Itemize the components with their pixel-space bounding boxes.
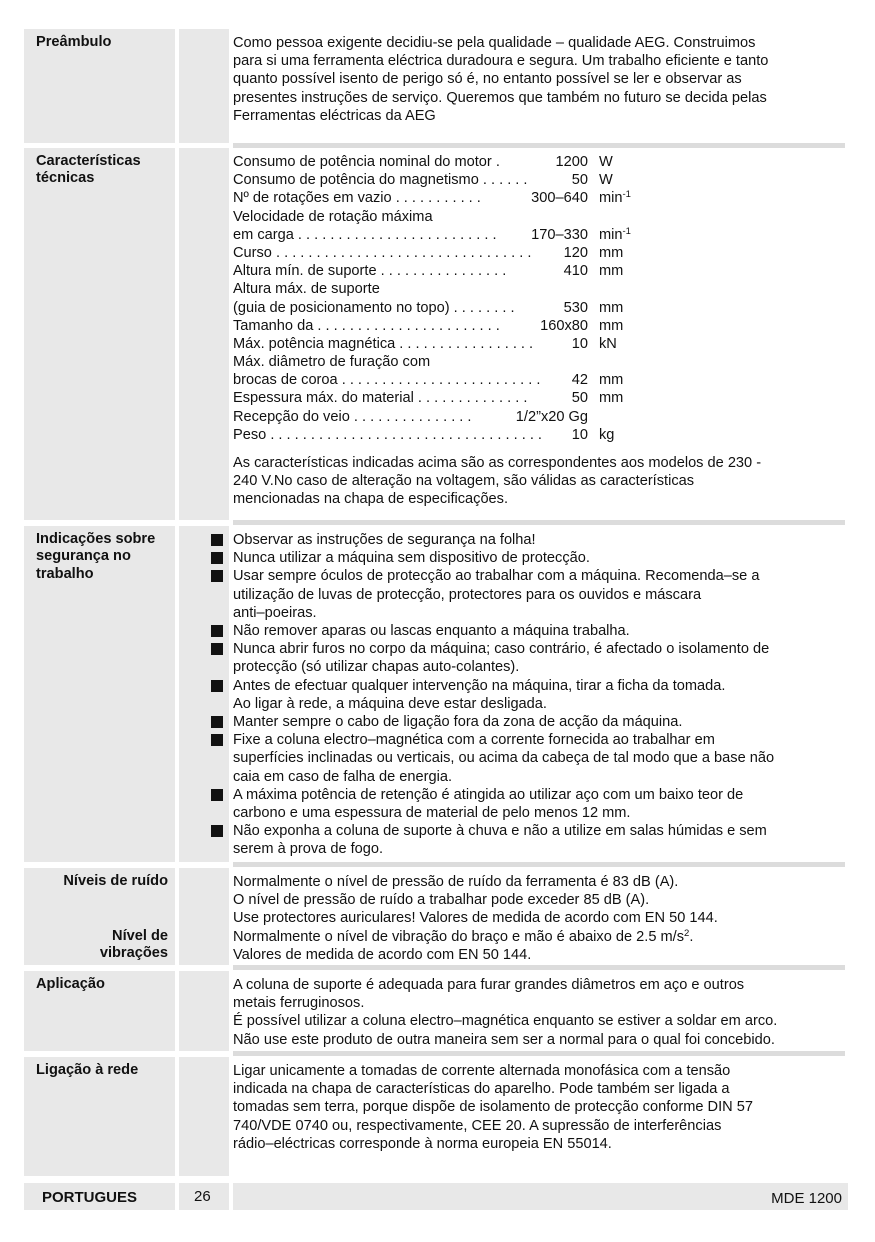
- footer-model-cell: [233, 1183, 848, 1210]
- spec-row: Recepção do veio . . . . . . . . . . . . . . . 1/2”x20 Gg: [233, 408, 588, 425]
- footer-language: PORTUGUES: [42, 1189, 138, 1206]
- spec-row: Altura máx. de suporte: [233, 281, 380, 298]
- spec-row: Consumo de potência nominal do motor . 1200 W: [233, 154, 613, 170]
- text-line: tomadas sem terra, porque dispõe de isolamento de protecção conforme DIN 57: [233, 1099, 753, 1116]
- bullet-square-icon: [211, 552, 223, 564]
- bullet-square-icon: [211, 680, 223, 692]
- section-heading: Ligação à rede: [36, 1062, 139, 1078]
- section-caracteristicas: [0, 148, 875, 520]
- list-item: Observar as instruções de segurança na folha!: [233, 531, 845, 549]
- section-ruido: [0, 868, 875, 965]
- note-line: mencionadas na chapa de especificações.: [233, 491, 509, 508]
- margin-column: [179, 29, 229, 143]
- text-line: A coluna de suporte é adequada para furar grandes diâmetros em aço e outros: [233, 977, 745, 993]
- divider: [233, 862, 845, 867]
- spec-row: Máx. diâmetro de furação com: [233, 354, 431, 371]
- list-item: A máxima potência de retenção é atingida ao utilizar aço com um baixo teor de carbono e uma espessura de material de pelo menos 12 mm.: [233, 786, 845, 822]
- text-line: O nível de pressão de ruído a trabalhar pode exceder 85 dB (A).: [233, 892, 650, 909]
- section-body: [233, 153, 845, 509]
- bullet-square-icon: [211, 716, 223, 728]
- note-line: 240 V.No caso de alteração na voltagem, são válidas as características: [233, 473, 695, 490]
- divider: [233, 965, 845, 970]
- bullet-square-icon: [211, 734, 223, 746]
- bullet-square-icon: [211, 625, 223, 637]
- section-seguranca: [0, 526, 875, 862]
- spec-row: Nº de rotações em vazio . . . . . . . . . . . 300–640 $\min^{-1}$: [233, 189, 631, 207]
- text-line: metais ferruginosos.: [233, 995, 365, 1012]
- text-line: Valores de medida de acordo com EN 50 144.: [233, 946, 532, 963]
- margin-column: [179, 971, 229, 1051]
- section-heading: Indicações sobre segurança no trabalho: [36, 531, 156, 582]
- vibration-heading: Nível de vibrações: [99, 928, 168, 962]
- margin-column: [179, 1057, 229, 1176]
- margin-column: [179, 868, 229, 965]
- spec-row: (guia de posicionamento no topo) . . . . . . . . 530 mm: [233, 299, 624, 316]
- text-line: quanto possível isento de perigo só é, no entanto possível se ler e observar as: [233, 71, 742, 88]
- list-item: Não remover aparas ou lascas enquanto a máquina trabalha.: [233, 622, 845, 640]
- spec-row: brocas de coroa . . . . . . . . . . . . . . . . . . . . . . . . . 42 mm: [233, 372, 624, 389]
- section-body: [233, 976, 845, 1049]
- bullet-square-icon: [211, 789, 223, 801]
- divider: [233, 520, 845, 525]
- list-item: Usar sempre óculos de protecção ao trabalhar com a máquina. Recomenda–se a utilização de luvas de protecção, protectores para os ouvidos e máscara anti–poeiras.: [233, 567, 845, 622]
- text-line: para si uma ferramenta eléctrica duradoura e segura. Um trabalho eficiente e tanto: [233, 53, 769, 70]
- section-heading: Níveis de ruído: [63, 873, 168, 889]
- section-heading: Características técnicas: [36, 153, 141, 187]
- spec-row: Curso . . . . . . . . . . . . . . . . . . . . . . . . . . . . . . . . 120 mm: [233, 244, 624, 261]
- divider: [233, 1051, 845, 1056]
- spec-row: Velocidade de rotação máxima: [233, 208, 433, 225]
- list-item: Antes de efectuar qualquer intervenção na máquina, tirar a ficha da tomada. Ao ligar à rede, a máquina deve estar desligada.: [233, 677, 845, 713]
- spec-row: Tamanho da . . . . . . . . . . . . . . . . . . . . . . . 160x80 mm: [233, 317, 624, 334]
- list-item: Nunca utilizar a máquina sem dispositivo de protecção.: [233, 549, 845, 567]
- section-body: [233, 531, 845, 859]
- spec-row: Peso . . . . . . . . . . . . . . . . . . . . . . . . . . . . . . . . . . 10 kg: [233, 426, 615, 443]
- heading-column: [24, 148, 175, 520]
- section-body: [233, 34, 845, 125]
- bullet-square-icon: [211, 534, 223, 546]
- text-line: Ligar unicamente a tomadas de corrente alternada monofásica com a tensão: [233, 1063, 731, 1079]
- bullet-square-icon: [211, 570, 223, 582]
- text-line: 740/VDE 0740 ou, respectivamente, CEE 20. A supressão de interferências: [233, 1117, 722, 1134]
- section-heading: Preâmbulo: [36, 34, 112, 50]
- text-line: Não use este produto de outra maneira sem ser a normal para o qual foi concebido.: [233, 1031, 775, 1048]
- note-line: As características indicadas acima são as correspondentes aos modelos de 230 -: [233, 455, 762, 471]
- text-line: indicada na chapa de características do aparelho. Pode também ser ligada a: [233, 1081, 730, 1098]
- section-body: [233, 873, 845, 964]
- spec-row: Máx. potência magnética . . . . . . . . . . . . . . . . . 10 kN: [233, 335, 617, 352]
- section-body: [233, 1062, 845, 1153]
- spec-row: Consumo de potência do magnetismo . . . . . . 50 W: [233, 172, 613, 189]
- list-item: Fixe a coluna electro–magnética com a corrente fornecida ao trabalhar em superfícies inclinadas ou verticais, ou acima da cabeça de tal modo que a base não caia em caso de falha de energia.: [233, 731, 845, 786]
- margin-column: [179, 148, 229, 520]
- text-line: presentes instruções de serviço. Queremos que também no futuro se decida pelas: [233, 89, 767, 106]
- text-line: Como pessoa exigente decidiu-se pela qualidade – qualidade AEG. Construimos: [233, 35, 756, 51]
- section-preambulo: [0, 29, 875, 143]
- spec-row: Altura mín. de suporte . . . . . . . . . . . . . . . . 410 mm: [233, 263, 624, 280]
- text-line: Normalmente o nível de pressão de ruído da ferramenta é 83 dB (A).: [233, 874, 679, 890]
- page-number: 26: [194, 1188, 211, 1205]
- text-line: Use protectores auriculares! Valores de medida de acordo com EN 50 144.: [233, 910, 718, 927]
- spec-row: Espessura máx. do material . . . . . . . . . . . . . . 50 mm: [233, 390, 624, 407]
- text-line: É possível utilizar a coluna electro–magnética enquanto se estiver a soldar em arco.: [233, 1013, 778, 1030]
- page-footer: [0, 1183, 875, 1210]
- text-line: rádio–eléctricas corresponde à norma europeia EN 55014.: [233, 1135, 612, 1152]
- text-line: Normalmente o nível de vibração do braço e mão é abaixo de 2.5 $m/s^2$.: [233, 927, 694, 945]
- bullet-square-icon: [211, 825, 223, 837]
- spec-row: em carga . . . . . . . . . . . . . . . . . . . . . . . . . 170–330 $\min^{-1}$: [233, 225, 631, 243]
- list-item: Manter sempre o cabo de ligação fora da zona de acção da máquina.: [233, 713, 845, 731]
- model-name: MDE 1200: [771, 1190, 842, 1207]
- text-line: Ferramentas eléctricas da AEG: [233, 107, 436, 124]
- section-ligacao: [0, 1057, 875, 1176]
- section-heading: Aplicação: [36, 976, 105, 992]
- list-item: Não exponha a coluna de suporte à chuva e não a utilize em salas húmidas e sem serem à prova de fogo.: [233, 822, 845, 858]
- bullet-square-icon: [211, 643, 223, 655]
- section-aplicacao: [0, 971, 875, 1051]
- list-item: Nunca abrir furos no corpo da máquina; caso contrário, é afectado o isolamento de protecção (só utilizar chapas auto-colantes).: [233, 640, 845, 676]
